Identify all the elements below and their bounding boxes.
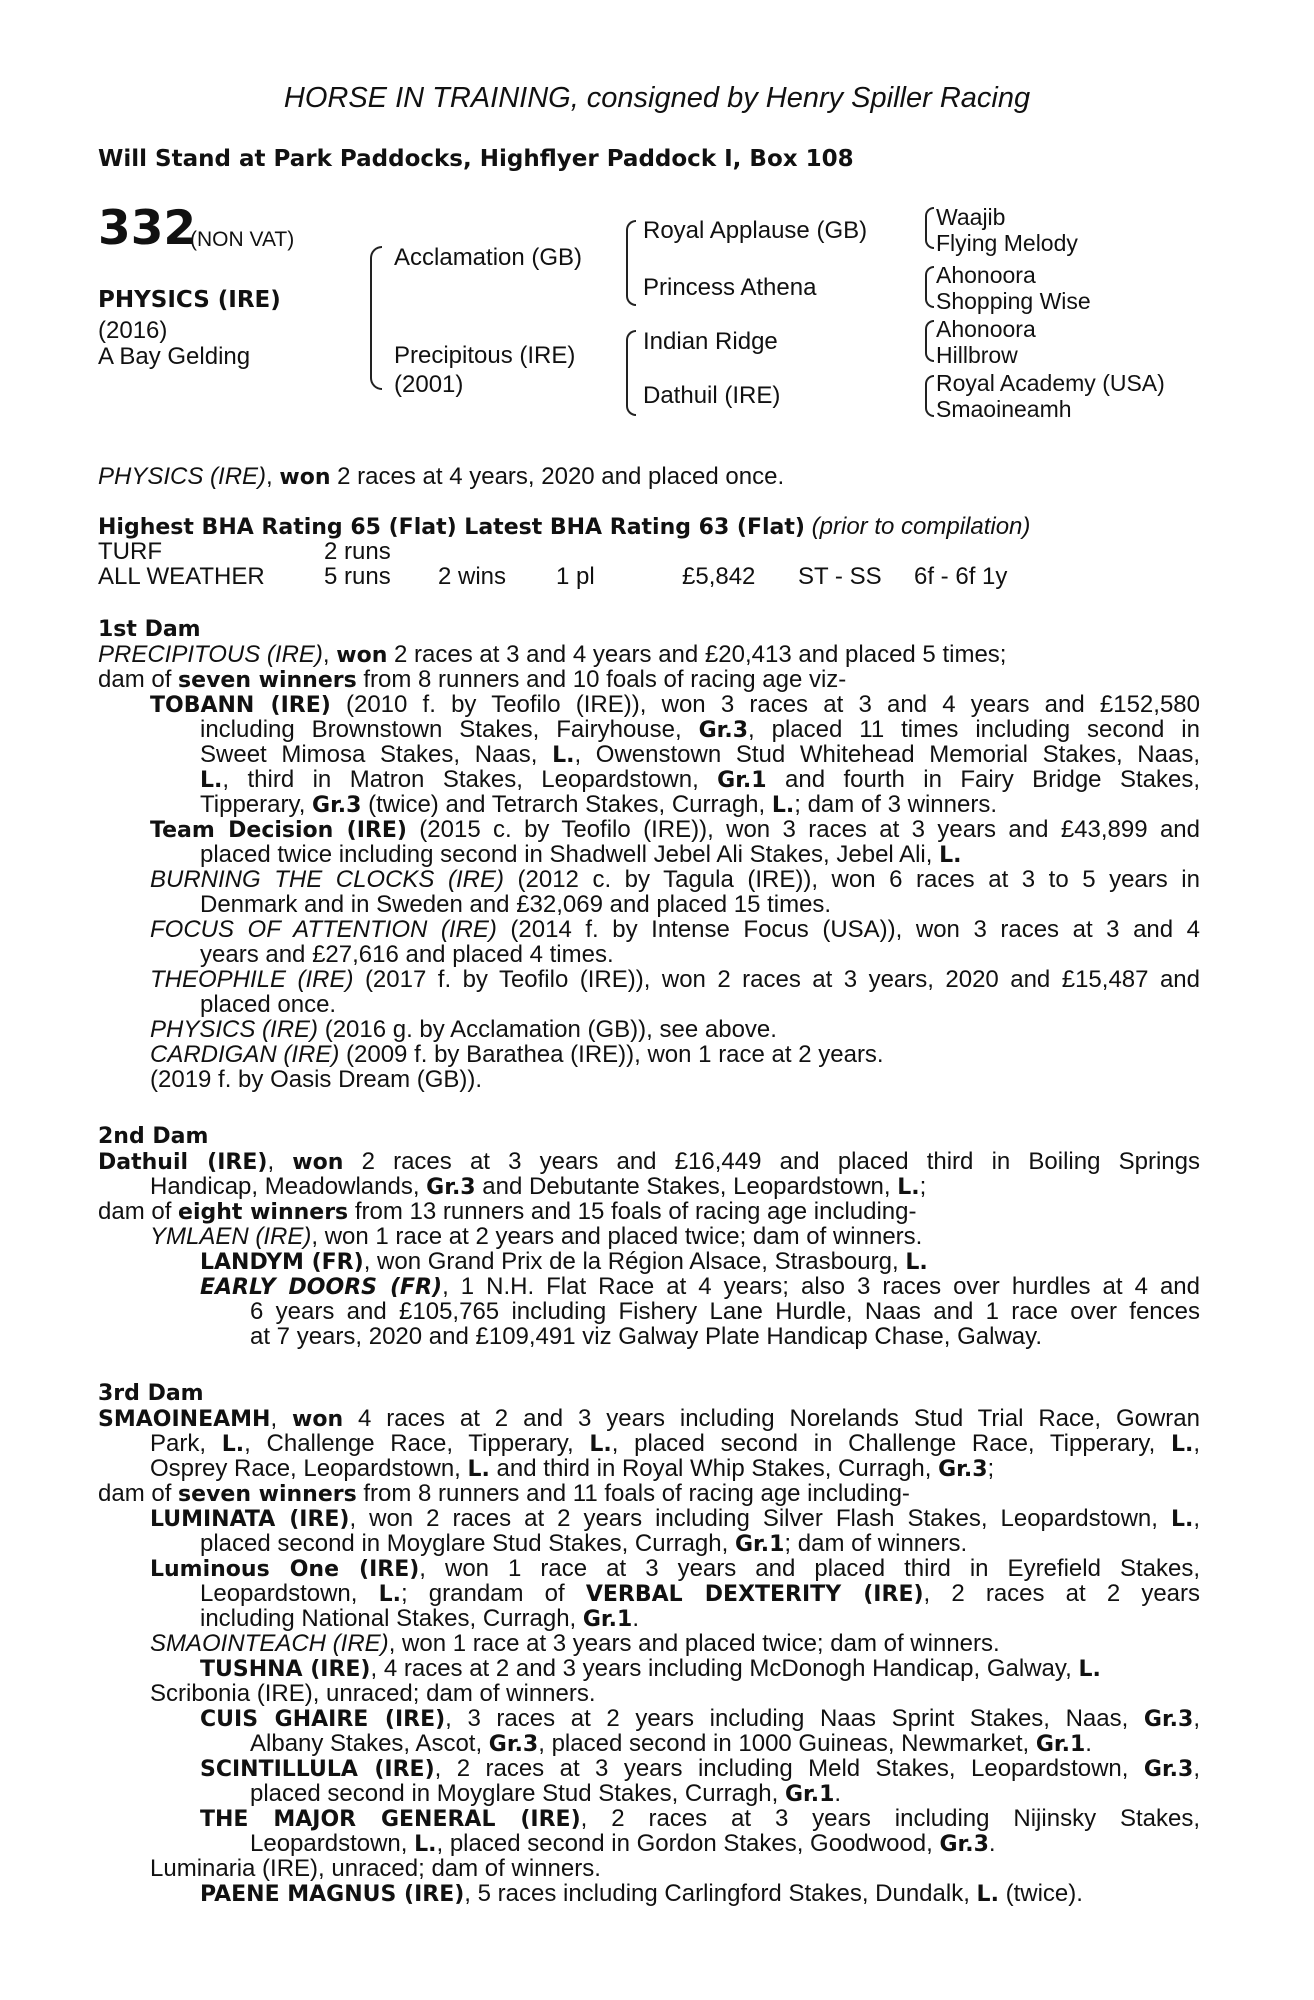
aw-prize: £5,842	[682, 563, 756, 590]
theophile-name: THEOPHILE (IRE)	[150, 966, 354, 993]
third-dam-name: SMAOINEAMH	[98, 1407, 271, 1432]
pedigree-dam: Precipitous (IRE)	[394, 342, 576, 369]
first-dam-name: PRECIPITOUS (IRE)	[98, 641, 323, 668]
pedigree-sire: Acclamation (GB)	[394, 244, 583, 271]
luminous-name: Luminous One (IRE)	[150, 1557, 420, 1582]
progeny-luminaria: Luminaria (IRE), unraced; dam of winners.	[150, 1855, 601, 1882]
tobann-t1: (2010 f. by Teofilo (IRE)), won 3 races at 3 and 4 years and £152,580	[345, 691, 1200, 718]
theophile-line2: placed once.	[200, 991, 337, 1018]
theophile-line1: THEOPHILE (IRE) (2017 f. by Teofilo (IRE)), won 2 races at 3 years, 2020 and £15,487 and	[150, 966, 1200, 993]
pedigree-sire-dam: Princess Athena	[643, 274, 817, 301]
progeny-tushna: TUSHNA (IRE), 4 races at 2 and 3 years including McDonogh Handicap, Galway, L.	[200, 1655, 1101, 1682]
vat-status: (NON VAT)	[190, 228, 295, 251]
horse-description: A Bay Gelding	[98, 343, 251, 370]
tobann-line2: including Brownstown Stakes, Fairyhouse, Gr.3, placed 11 times including second in	[200, 716, 1200, 743]
second-dam-line3: dam of eight winners from 13 runners and 15 foals of racing age including-	[98, 1198, 917, 1225]
second-dam-heading: 2nd Dam	[98, 1124, 209, 1149]
focus-name: FOCUS OF ATTENTION (IRE)	[150, 916, 497, 943]
luminata-line2: placed second in Moyglare Stud Stakes, Curragh, Gr.1; dam of winners.	[200, 1530, 968, 1557]
second-dam-line1: Dathuil (IRE), won 2 races at 3 years and £16,449 and placed third in Boiling Springs	[98, 1148, 1201, 1175]
tobann-line3: Sweet Mimosa Stakes, Naas, L., Owenstown Stud Whitehead Memorial Stakes, Naas,	[200, 741, 1200, 768]
pedigree-ss-sire: Waajib	[936, 204, 1006, 230]
summary-horse-name: PHYSICS (IRE)	[98, 463, 267, 490]
race-summary: PHYSICS (IRE), won 2 races at 4 years, 2020 and placed once.	[98, 463, 785, 490]
turf-label: TURF	[98, 538, 162, 565]
first-dam-record: 2 races at 3 and 4 years and £20,413 and placed 5 times;	[387, 641, 1007, 668]
gen3-brace-2	[925, 266, 934, 308]
gen3-brace-4	[925, 375, 934, 417]
early-doors-line1: EARLY DOORS (FR), 1 N.H. Flat Race at 4 years; also 3 races over hurdles at 4 and	[200, 1273, 1200, 1300]
pedigree-dam-sire: Indian Ridge	[643, 328, 778, 355]
team-line1: Team Decision (IRE) (2015 c. by Teofilo (IRE)), won 3 races at 3 years and £43,899 and	[150, 816, 1200, 843]
luminous-line3: including National Stakes, Curragh, Gr.1.	[200, 1605, 639, 1632]
pedigree-dd-dam: Smaoineamh	[936, 396, 1072, 422]
major-general-name: THE MAJOR GENERAL (IRE)	[200, 1807, 581, 1832]
progeny-2019-foal: (2019 f. by Oasis Dream (GB)).	[150, 1066, 483, 1093]
pedigree-sire-sire: Royal Applause (GB)	[643, 217, 868, 244]
pedigree-dam-year: (2001)	[394, 371, 464, 398]
third-dam-line2: Park, L., Challenge Race, Tipperary, L., placed second in Challenge Race, Tipperary, L.,	[150, 1430, 1201, 1457]
aw-distance: 6f - 6f 1y	[914, 563, 1008, 590]
progeny-scribonia: Scribonia (IRE), unraced; dam of winners.	[150, 1680, 596, 1707]
progeny-landym: LANDYM (FR), won Grand Prix de la Région Alsace, Strasbourg, L.	[200, 1248, 928, 1275]
cuis-line2: Albany Stakes, Ascot, Gr.3, placed second in 1000 Guineas, Newmarket, Gr.1.	[250, 1730, 1092, 1757]
aw-runs: 5 runs	[324, 563, 391, 590]
foaling-year: (2016)	[98, 317, 168, 344]
first-dam-l2c: from 8 runners and 10 foals of racing age viz-	[356, 666, 847, 693]
major-line2: Leopardstown, L., placed second in Gordon Stakes, Goodwood, Gr.3.	[250, 1830, 996, 1857]
gen3-brace-3	[925, 320, 934, 362]
progeny-physics: PHYSICS (IRE) (2016 g. by Acclamation (GB)), see above.	[150, 1016, 777, 1043]
first-dam-heading: 1st Dam	[98, 617, 201, 642]
early-doors-name: EARLY DOORS (FR)	[200, 1275, 443, 1300]
burning-name: BURNING THE CLOCKS (IRE)	[150, 866, 504, 893]
scintillula-name: SCINTILLULA (IRE)	[200, 1757, 435, 1782]
horse-name: PHYSICS (IRE)	[98, 287, 281, 313]
second-dam-name: Dathuil (IRE)	[98, 1150, 268, 1175]
first-dam-winners: seven winners	[178, 668, 357, 693]
team-name: Team Decision (IRE)	[150, 818, 407, 843]
pedigree-ds-dam: Hillbrow	[936, 342, 1018, 368]
progeny-smaointeach: SMAOINTEACH (IRE), won 1 race at 3 years and placed twice; dam of winners.	[150, 1630, 1000, 1657]
team-line2: placed twice including second in Shadwell Jebel Ali Stakes, Jebel Ali, L.	[200, 841, 962, 868]
third-dam-line4: dam of seven winners from 8 runners and 11 foals of racing age including-	[98, 1480, 910, 1507]
summary-won: won	[279, 465, 331, 490]
scint-line1: SCINTILLULA (IRE), 2 races at 3 years including Meld Stakes, Leopardstown, Gr.3,	[200, 1755, 1200, 1782]
cuis-line1: CUIS GHAIRE (IRE), 3 races at 2 years including Naas Sprint Stakes, Naas, Gr.3,	[200, 1705, 1200, 1732]
major-line1: THE MAJOR GENERAL (IRE), 2 races at 3 years including Nijinsky Stakes,	[200, 1805, 1201, 1832]
focus-line1: FOCUS OF ATTENTION (IRE) (2014 f. by Intense Focus (USA)), won 3 races at 3 and 4	[150, 916, 1201, 943]
luminata-line1: LUMINATA (IRE), won 2 races at 2 years including Silver Flash Stakes, Leopardstown, L.,	[150, 1505, 1200, 1532]
rating-note: (prior to compilation)	[811, 513, 1031, 540]
luminous-line1: Luminous One (IRE), won 1 race at 3 years and placed third in Eyrefield Stakes,	[150, 1555, 1201, 1582]
gen3-brace-1	[925, 207, 934, 249]
aw-placed: 1 pl	[556, 563, 595, 590]
summary-rest: 2 races at 4 years, 2020 and placed once.	[330, 463, 785, 490]
stand-location: Will Stand at Park Paddocks, Highflyer Paddock I, Box 108	[98, 146, 854, 172]
tobann-line1	[150, 692, 1200, 718]
early-doors-line3: at 7 years, 2020 and £109,491 viz Galway Plate Handicap Chase, Galway.	[250, 1323, 1043, 1350]
tobann-line4: L., third in Matron Stakes, Leopardstown, Gr.1 and fourth in Fairy Bridge Stakes,	[200, 766, 1200, 793]
pedigree-sd-sire: Ahonoora	[936, 262, 1036, 288]
rating-text: Highest BHA Rating 65 (Flat) Latest BHA Rating 63 (Flat)	[98, 515, 805, 540]
second-dam-line2: Handicap, Meadowlands, Gr.3 and Debutante Stakes, Leopardstown, L.;	[150, 1173, 927, 1200]
aw-going: ST - SS	[798, 563, 882, 590]
sire-parents-brace	[626, 220, 636, 306]
bha-rating	[98, 514, 1030, 540]
first-dam-l2a: dam of	[98, 666, 179, 693]
focus-line2: years and £27,616 and placed 4 times.	[200, 941, 614, 968]
cuis-ghaire-name: CUIS GHAIRE (IRE)	[200, 1707, 446, 1732]
burning-line2: Denmark and in Sweden and £32,069 and placed 15 times.	[200, 891, 832, 918]
scint-line2: placed second in Moyglare Stud Stakes, Curragh, Gr.1.	[250, 1780, 842, 1807]
luminous-line2: Leopardstown, L.; grandam of VERBAL DEXTERITY (IRE), 2 races at 2 years	[200, 1580, 1201, 1607]
first-dam-line1: PRECIPITOUS (IRE), won 2 races at 3 and 4 years and £20,413 and placed 5 times;	[98, 641, 1007, 668]
progeny-ymlaen: YMLAEN (IRE), won 1 race at 2 years and placed twice; dam of winners.	[150, 1223, 923, 1250]
aw-label: ALL WEATHER	[98, 563, 265, 590]
dam-parents-brace	[626, 330, 636, 416]
pedigree-ss-dam: Flying Melody	[936, 230, 1078, 256]
burning-line1: BURNING THE CLOCKS (IRE) (2012 c. by Tagula (IRE)), won 6 races at 3 to 5 years in	[150, 866, 1200, 893]
lot-number: 332	[98, 201, 197, 256]
third-dam-heading: 3rd Dam	[98, 1381, 204, 1406]
progeny-paene-magnus: PAENE MAGNUS (IRE), 5 races including Carlingford Stakes, Dundalk, L. (twice).	[200, 1880, 1083, 1907]
sire-dam-brace	[370, 246, 382, 390]
aw-wins: 2 wins	[438, 563, 507, 590]
page-title: HORSE IN TRAINING, consigned by Henry Spiller Racing	[283, 82, 1031, 114]
tobann-name: TOBANN (IRE)	[150, 693, 331, 718]
pedigree-dd-sire: Royal Academy (USA)	[936, 370, 1165, 396]
first-dam-line2	[98, 667, 846, 693]
pedigree-sd-dam: Shopping Wise	[936, 288, 1091, 314]
luminata-name: LUMINATA (IRE)	[150, 1507, 350, 1532]
turf-runs: 2 runs	[324, 538, 391, 565]
first-dam-won: won	[336, 643, 388, 668]
third-dam-line1: SMAOINEAMH, won 4 races at 2 and 3 years including Norelands Stud Trial Race, Gowran	[98, 1405, 1200, 1432]
pedigree-ds-sire: Ahonoora	[936, 316, 1036, 342]
pedigree-dam-dam: Dathuil (IRE)	[643, 382, 781, 409]
progeny-cardigan: CARDIGAN (IRE) (2009 f. by Barathea (IRE)), won 1 race at 2 years.	[150, 1041, 884, 1068]
tobann-line5: Tipperary, Gr.3 (twice) and Tetrarch Stakes, Curragh, L.; dam of 3 winners.	[200, 791, 998, 818]
third-dam-line3: Osprey Race, Leopardstown, L. and third in Royal Whip Stakes, Curragh, Gr.3;	[150, 1455, 995, 1482]
early-doors-line2: 6 years and £105,765 including Fishery Lane Hurdle, Naas and 1 race over fences	[250, 1298, 1200, 1325]
